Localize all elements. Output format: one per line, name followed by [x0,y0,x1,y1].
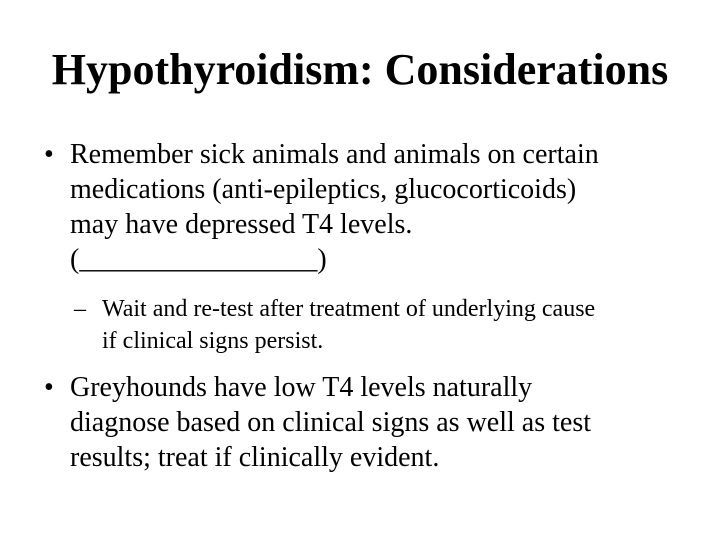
bullet-text [70,370,694,475]
bullet-line: medications (anti-epileptics, glucocorticoids) [70,174,577,205]
sub-bullet-marker: – [74,296,86,322]
bullet-line: results; treat if clinically evident. [70,442,440,473]
bullet-marker: • [44,372,54,403]
fill-in-blank: (_________________) [70,244,327,275]
sub-bullet-line: if clinical signs persist. [102,328,324,354]
sub-bullet-line: Wait and re-test after treatment of underlying cause [102,296,596,322]
bullet-line: Remember sick animals and animals on certain [70,139,599,170]
bullet-text [70,137,694,277]
slide-title: Hypothyroidism: Considerations [51,45,669,94]
bullet-line: diagnose based on clinical signs as well as test [70,407,591,438]
bullet-line: may have depressed T4 levels. [70,209,413,240]
sub-bullet-text [102,293,694,357]
bullet-line: Greyhounds have low T4 levels naturally [70,372,533,403]
bullet-marker: • [44,139,54,170]
